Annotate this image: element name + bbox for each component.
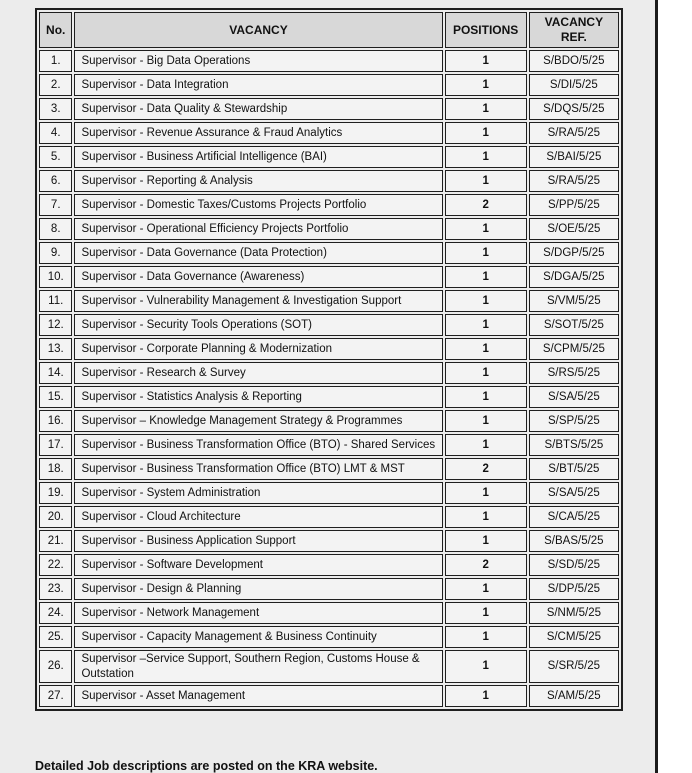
positions-count-cell: 1 [445, 434, 527, 456]
vacancy-title-cell: Supervisor - Data Quality & Stewardship [74, 98, 442, 120]
vacancy-ref-cell: S/RS/5/25 [529, 362, 619, 384]
vacancy-title-cell: Supervisor - Business Application Support [74, 530, 442, 552]
vacancy-ref-cell: S/SP/5/25 [529, 410, 619, 432]
vacancy-title-cell: Supervisor - Big Data Operations [74, 50, 442, 72]
table-row [39, 266, 619, 288]
vacancy-title-cell: Supervisor - Statistics Analysis & Reporting [74, 386, 442, 408]
positions-count-cell: 2 [445, 194, 527, 216]
table-row [39, 362, 619, 384]
row-number-cell: 6. [39, 170, 72, 192]
vacancy-title-cell: Supervisor - Software Development [74, 554, 442, 576]
row-number-cell: 13. [39, 338, 72, 360]
vacancy-ref-cell: S/OE/5/25 [529, 218, 619, 240]
vacancy-ref-cell: S/CM/5/25 [529, 626, 619, 648]
table-row [39, 122, 619, 144]
vacancy-title-cell: Supervisor - Data Governance (Data Protection) [74, 242, 442, 264]
row-number-cell: 4. [39, 122, 72, 144]
vacancy-title-cell: Supervisor –Service Support, Southern Region, Customs House & Outstation [74, 650, 442, 683]
table-row [39, 170, 619, 192]
vacancy-title-cell: Supervisor - Reporting & Analysis [74, 170, 442, 192]
row-number-cell: 8. [39, 218, 72, 240]
positions-count-cell: 1 [445, 626, 527, 648]
table-row [39, 410, 619, 432]
vacancy-ref-cell: S/BAI/5/25 [529, 146, 619, 168]
table-row [39, 314, 619, 336]
positions-count-cell: 1 [445, 290, 527, 312]
vacancy-ref-cell: S/VM/5/25 [529, 290, 619, 312]
vacancy-title-cell: Supervisor - Business Transformation Office (BTO) LMT & MST [74, 458, 442, 480]
row-number-cell: 25. [39, 626, 72, 648]
vacancy-title-cell: Supervisor – Knowledge Management Strategy & Programmes [74, 410, 442, 432]
vacancy-title-cell: Supervisor - Operational Efficiency Projects Portfolio [74, 218, 442, 240]
header-row [39, 12, 619, 48]
row-number-cell: 2. [39, 74, 72, 96]
vacancy-ref-cell: S/RA/5/25 [529, 170, 619, 192]
vacancy-title-cell: Supervisor - Research & Survey [74, 362, 442, 384]
vacancy-ref-cell: S/CA/5/25 [529, 506, 619, 528]
positions-count-cell: 1 [445, 410, 527, 432]
vacancy-title-cell: Supervisor - Domestic Taxes/Customs Projects Portfolio [74, 194, 442, 216]
row-number-cell: 26. [39, 650, 72, 683]
table-row [39, 602, 619, 624]
vacancy-title-cell: Supervisor - Network Management [74, 602, 442, 624]
positions-count-cell: 1 [445, 338, 527, 360]
positions-count-cell: 1 [445, 530, 527, 552]
positions-count-cell: 1 [445, 650, 527, 683]
vacancy-ref-cell: S/DP/5/25 [529, 578, 619, 600]
vacancy-ref-cell: S/RA/5/25 [529, 122, 619, 144]
positions-count-cell: 1 [445, 482, 527, 504]
column-header-positions: POSITIONS [445, 12, 527, 48]
table-row [39, 98, 619, 120]
positions-count-cell: 1 [445, 74, 527, 96]
positions-count-cell: 2 [445, 458, 527, 480]
vacancy-ref-cell: S/AM/5/25 [529, 685, 619, 707]
positions-count-cell: 1 [445, 170, 527, 192]
vacancy-ref-cell: S/BT/5/25 [529, 458, 619, 480]
row-number-cell: 7. [39, 194, 72, 216]
vacancy-title-cell: Supervisor - Data Governance (Awareness) [74, 266, 442, 288]
vacancy-title-cell: Supervisor - Vulnerability Management & Investigation Support [74, 290, 442, 312]
table-row [39, 218, 619, 240]
row-number-cell: 16. [39, 410, 72, 432]
row-number-cell: 23. [39, 578, 72, 600]
row-number-cell: 12. [39, 314, 72, 336]
table-row [39, 506, 619, 528]
vacancy-ref-cell: S/SA/5/25 [529, 386, 619, 408]
table-row [39, 338, 619, 360]
table-row [39, 685, 619, 707]
vacancy-title-cell: Supervisor - System Administration [74, 482, 442, 504]
vacancy-ref-cell: S/DGA/5/25 [529, 266, 619, 288]
table-row [39, 290, 619, 312]
positions-count-cell: 1 [445, 122, 527, 144]
row-number-cell: 9. [39, 242, 72, 264]
footer-note: Detailed Job descriptions are posted on the KRA website. [35, 759, 378, 773]
vacancy-table [35, 8, 623, 711]
positions-count-cell: 2 [445, 554, 527, 576]
vacancy-title-cell: Supervisor - Capacity Management & Business Continuity [74, 626, 442, 648]
vacancy-ref-cell: S/NM/5/25 [529, 602, 619, 624]
row-number-cell: 5. [39, 146, 72, 168]
vacancy-title-cell: Supervisor - Asset Management [74, 685, 442, 707]
row-number-cell: 21. [39, 530, 72, 552]
page-right-margin [658, 0, 692, 773]
vacancy-title-cell: Supervisor - Business Artificial Intelligence (BAI) [74, 146, 442, 168]
row-number-cell: 19. [39, 482, 72, 504]
vacancy-ref-cell: S/BTS/5/25 [529, 434, 619, 456]
positions-count-cell: 1 [445, 314, 527, 336]
positions-count-cell: 1 [445, 578, 527, 600]
vacancy-ref-cell: S/CPM/5/25 [529, 338, 619, 360]
positions-count-cell: 1 [445, 218, 527, 240]
row-number-cell: 17. [39, 434, 72, 456]
row-number-cell: 27. [39, 685, 72, 707]
table-row [39, 554, 619, 576]
row-number-cell: 14. [39, 362, 72, 384]
vacancy-ref-cell: S/SR/5/25 [529, 650, 619, 683]
column-header-vacancy: VACANCY [74, 12, 442, 48]
vacancy-table-header [39, 12, 619, 48]
vacancy-title-cell: Supervisor - Security Tools Operations (SOT) [74, 314, 442, 336]
positions-count-cell: 1 [445, 50, 527, 72]
row-number-cell: 24. [39, 602, 72, 624]
table-row [39, 386, 619, 408]
row-number-cell: 22. [39, 554, 72, 576]
vacancy-title-cell: Supervisor - Design & Planning [74, 578, 442, 600]
positions-count-cell: 1 [445, 362, 527, 384]
table-row [39, 650, 619, 683]
table-row [39, 74, 619, 96]
vacancy-ref-cell: S/DGP/5/25 [529, 242, 619, 264]
table-row [39, 242, 619, 264]
table-row [39, 434, 619, 456]
vacancy-ref-cell: S/PP/5/25 [529, 194, 619, 216]
column-header-vacancy-ref: VACANCY REF. [529, 12, 619, 48]
table-row [39, 50, 619, 72]
positions-count-cell: 1 [445, 242, 527, 264]
vacancy-ref-cell: S/BDO/5/25 [529, 50, 619, 72]
vacancy-title-cell: Supervisor - Business Transformation Office (BTO) - Shared Services [74, 434, 442, 456]
table-row [39, 458, 619, 480]
table-row [39, 530, 619, 552]
vacancy-ref-cell: S/DI/5/25 [529, 74, 619, 96]
column-header-no: No. [39, 12, 72, 48]
vacancy-title-cell: Supervisor - Cloud Architecture [74, 506, 442, 528]
table-row [39, 194, 619, 216]
row-number-cell: 11. [39, 290, 72, 312]
vacancy-table-body [39, 50, 619, 707]
table-row [39, 482, 619, 504]
vacancy-title-cell: Supervisor - Data Integration [74, 74, 442, 96]
row-number-cell: 15. [39, 386, 72, 408]
table-row [39, 578, 619, 600]
vacancy-ref-cell: S/SA/5/25 [529, 482, 619, 504]
table-row [39, 626, 619, 648]
positions-count-cell: 1 [445, 602, 527, 624]
vacancy-ref-cell: S/BAS/5/25 [529, 530, 619, 552]
row-number-cell: 3. [39, 98, 72, 120]
positions-count-cell: 1 [445, 146, 527, 168]
row-number-cell: 20. [39, 506, 72, 528]
row-number-cell: 18. [39, 458, 72, 480]
positions-count-cell: 1 [445, 506, 527, 528]
positions-count-cell: 1 [445, 98, 527, 120]
vacancy-title-cell: Supervisor - Revenue Assurance & Fraud Analytics [74, 122, 442, 144]
positions-count-cell: 1 [445, 266, 527, 288]
positions-count-cell: 1 [445, 685, 527, 707]
row-number-cell: 1. [39, 50, 72, 72]
vacancy-ref-cell: S/SD/5/25 [529, 554, 619, 576]
positions-count-cell: 1 [445, 386, 527, 408]
row-number-cell: 10. [39, 266, 72, 288]
table-row [39, 146, 619, 168]
vacancy-ref-cell: S/SOT/5/25 [529, 314, 619, 336]
vacancy-ref-cell: S/DQS/5/25 [529, 98, 619, 120]
vacancy-title-cell: Supervisor - Corporate Planning & Modernization [74, 338, 442, 360]
